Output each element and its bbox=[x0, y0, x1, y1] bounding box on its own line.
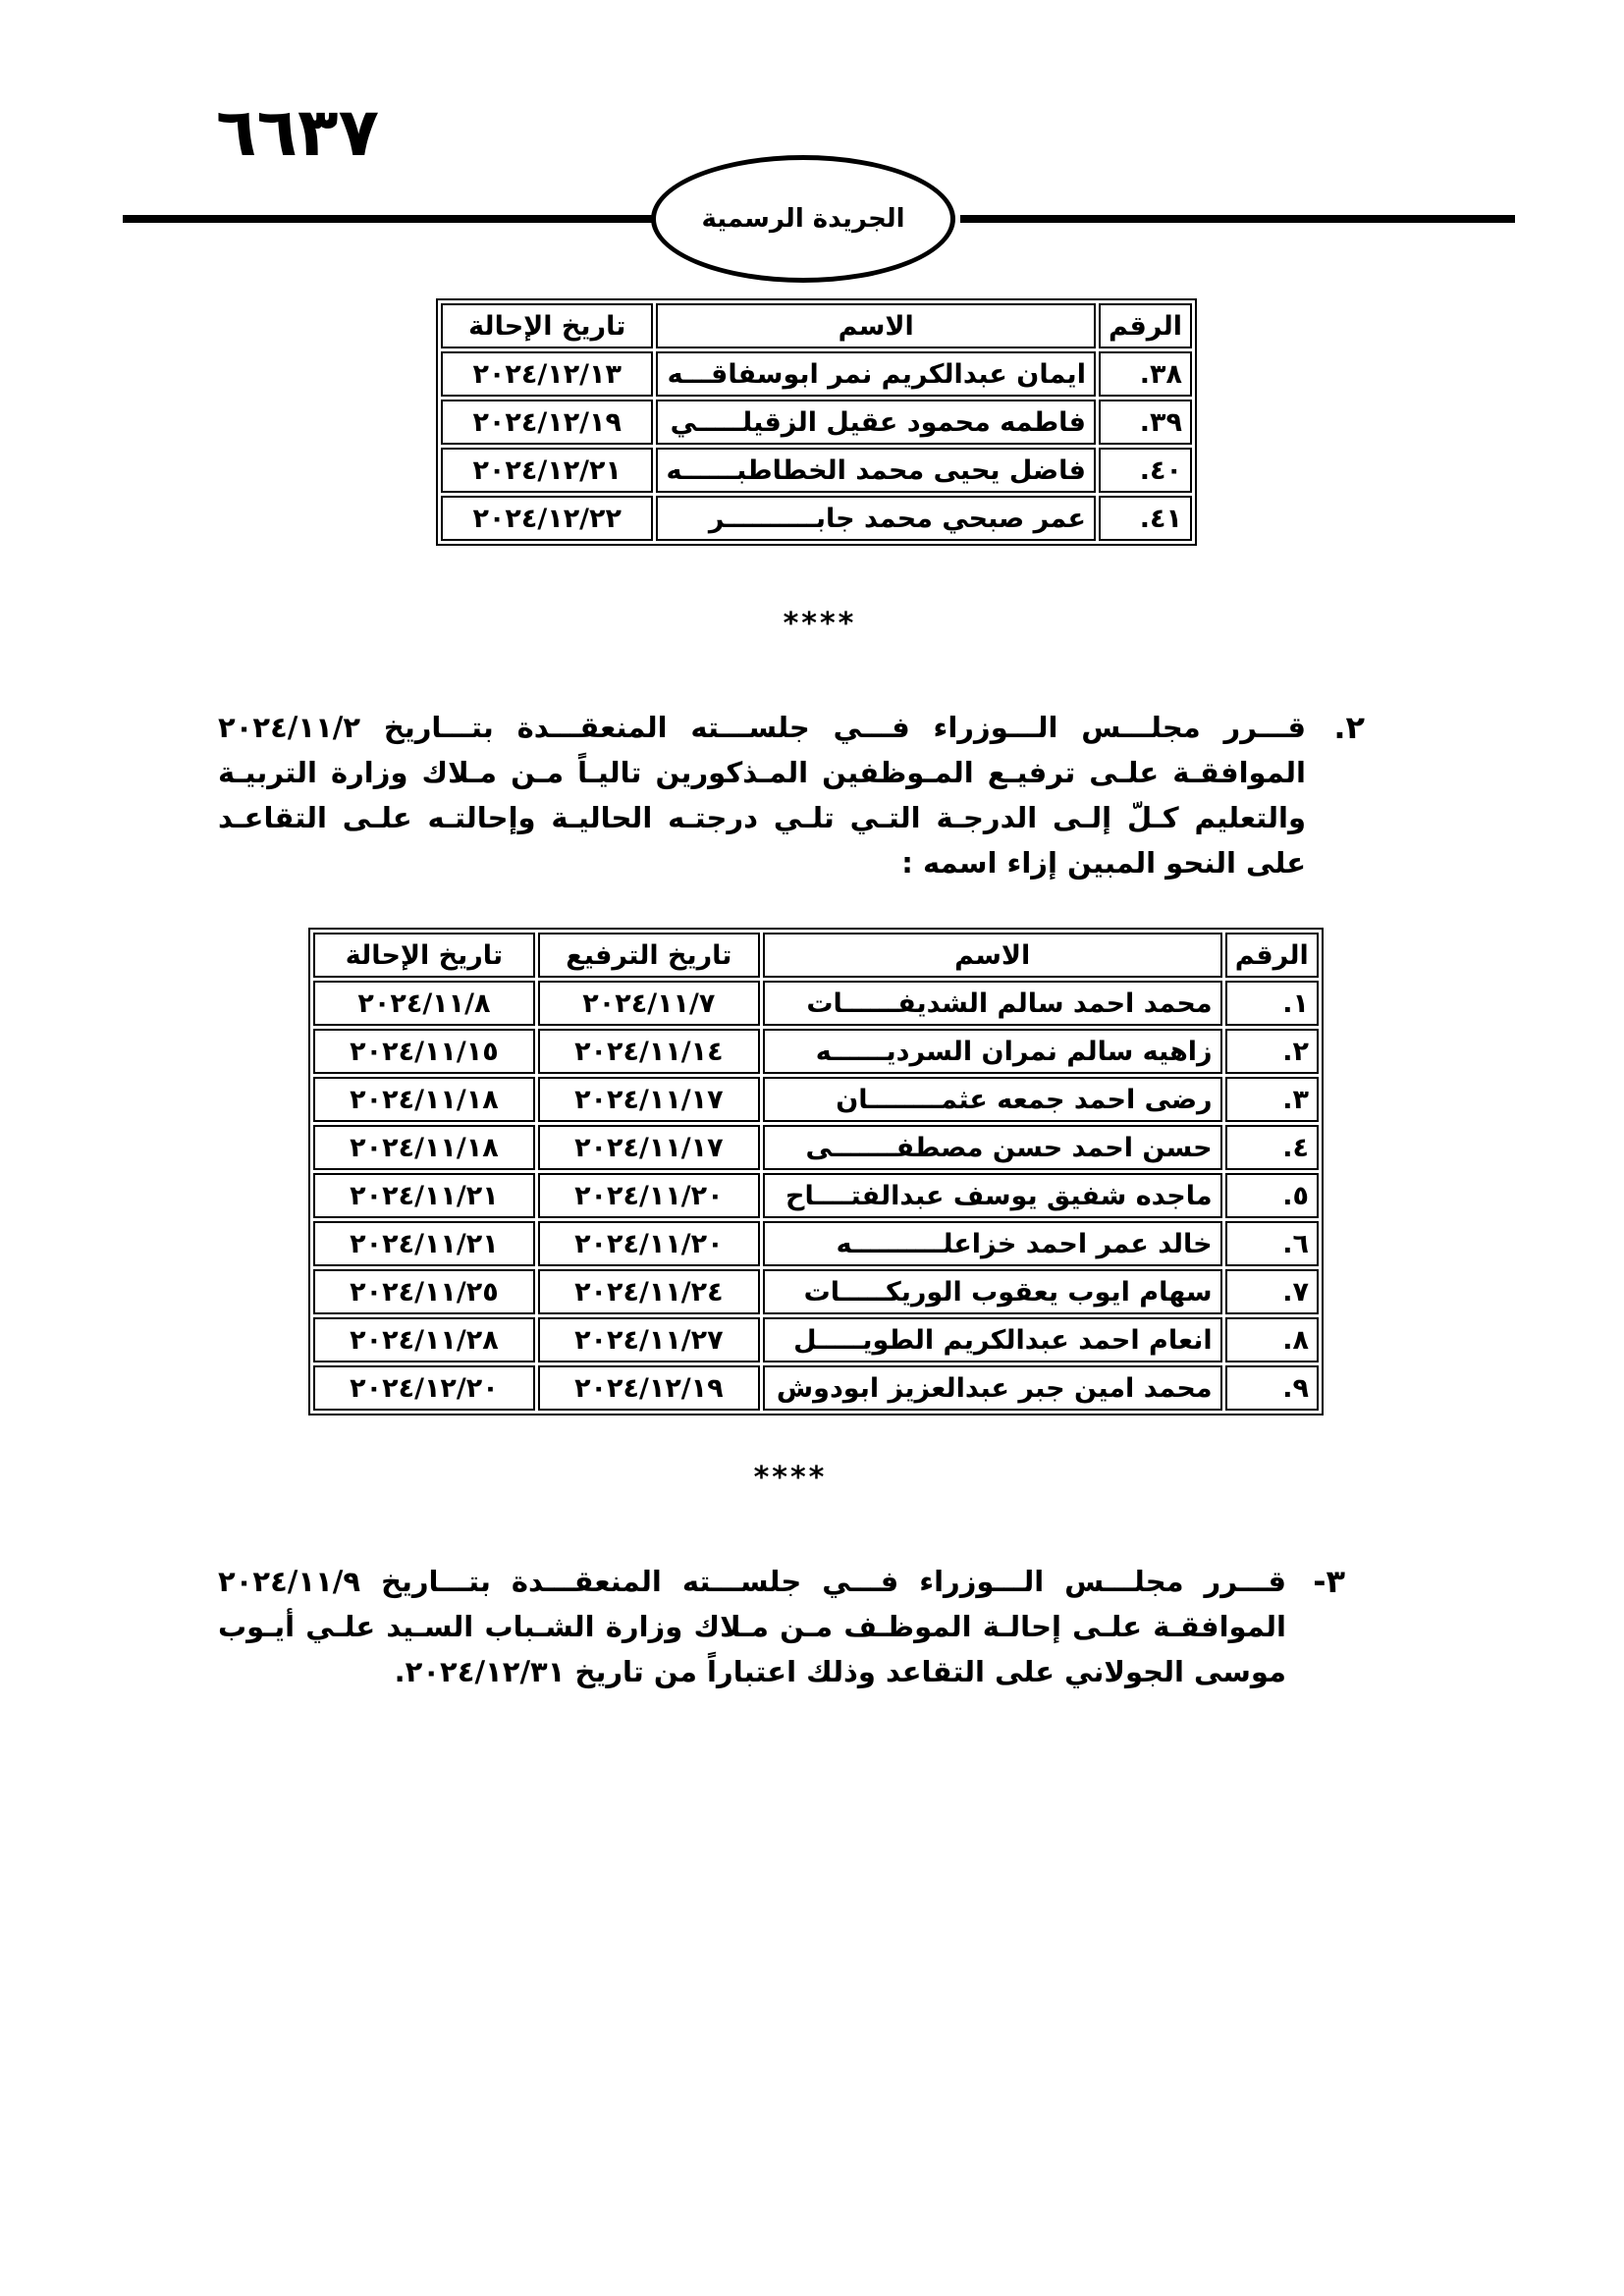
cell-referral-date: ٢٠٢٤/١١/٨ bbox=[313, 981, 535, 1026]
cell-name: زاهيه سالم نمران السرديــــــه bbox=[763, 1029, 1222, 1074]
table-row bbox=[441, 400, 1192, 445]
decision-number-3: ٣- bbox=[1313, 1563, 1345, 1600]
header-num: الرقم bbox=[1225, 933, 1319, 978]
cell-name: محمد امين جبر عبدالعزيز ابودوش bbox=[763, 1365, 1222, 1411]
table-row bbox=[313, 981, 1319, 1026]
cell-referral-date: ٢٠٢٤/١١/٢٨ bbox=[313, 1317, 535, 1362]
header-name: الاسم bbox=[763, 933, 1222, 978]
decision-paragraph-3 bbox=[218, 1559, 1345, 1694]
cell-promotion-date: ٢٠٢٤/١١/١٤ bbox=[538, 1029, 760, 1074]
decision-number-2: ٢. bbox=[1333, 709, 1365, 746]
cell-promotion-date: ٢٠٢٤/١١/٢٧ bbox=[538, 1317, 760, 1362]
cell-referral-date: ٢٠٢٤/١١/٢٥ bbox=[313, 1269, 535, 1314]
header-promotion-date: تاريخ الترفيع bbox=[538, 933, 760, 978]
cell-referral-date: ٢٠٢٤/١٢/١٣ bbox=[441, 351, 653, 397]
cell-num: ٤١. bbox=[1099, 496, 1192, 541]
page-number: ٦٦٣٧ bbox=[216, 94, 380, 172]
table-header-row bbox=[313, 933, 1319, 978]
cell-name: ايمان عبدالكريم نمر ابوسفاقـــه bbox=[656, 351, 1096, 397]
cell-referral-date: ٢٠٢٤/١٢/١٩ bbox=[441, 400, 653, 445]
table-row bbox=[313, 1365, 1319, 1411]
cell-num: ٣٨. bbox=[1099, 351, 1192, 397]
header-referral-date: تاريخ الإحالة bbox=[313, 933, 535, 978]
cell-referral-date: ٢٠٢٤/١٢/٢٢ bbox=[441, 496, 653, 541]
cell-num: ٥. bbox=[1225, 1173, 1319, 1218]
cell-num: ١. bbox=[1225, 981, 1319, 1026]
header-rule-right bbox=[960, 215, 1515, 223]
cell-referral-date: ٢٠٢٤/١٢/٢١ bbox=[441, 448, 653, 493]
cell-promotion-date: ٢٠٢٤/١١/٢٠ bbox=[538, 1173, 760, 1218]
promotion-retirement-table bbox=[308, 928, 1324, 1415]
cell-name: فاضل يحيى محمد الخطاطبــــــه bbox=[656, 448, 1096, 493]
decision-paragraph-2 bbox=[218, 705, 1365, 885]
cell-referral-date: ٢٠٢٤/١٢/٢٠ bbox=[313, 1365, 535, 1411]
cell-name: عمر صبحي محمد جابــــــــــر bbox=[656, 496, 1096, 541]
cell-name: ماجده شفيق يوسف عبدالفتــــاح bbox=[763, 1173, 1222, 1218]
cell-num: ٣٩. bbox=[1099, 400, 1192, 445]
cell-num: ٢. bbox=[1225, 1029, 1319, 1074]
separator-stars: **** bbox=[783, 607, 857, 641]
cell-num: ٣. bbox=[1225, 1077, 1319, 1122]
cell-referral-date: ٢٠٢٤/١١/٢١ bbox=[313, 1221, 535, 1266]
header-rule-left bbox=[123, 215, 653, 223]
table-row bbox=[441, 496, 1192, 541]
table-row bbox=[313, 1077, 1319, 1122]
cell-referral-date: ٢٠٢٤/١١/٢١ bbox=[313, 1173, 535, 1218]
table-row bbox=[313, 1269, 1319, 1314]
cell-num: ٦. bbox=[1225, 1221, 1319, 1266]
header-num: الرقم bbox=[1099, 303, 1192, 348]
cell-promotion-date: ٢٠٢٤/١١/٧ bbox=[538, 981, 760, 1026]
cell-name: سهام ايوب يعقوب الوريكـــــات bbox=[763, 1269, 1222, 1314]
table-row bbox=[313, 1221, 1319, 1266]
cell-num: ٨. bbox=[1225, 1317, 1319, 1362]
cell-referral-date: ٢٠٢٤/١١/١٥ bbox=[313, 1029, 535, 1074]
gazette-title: الجريدة الرسمية bbox=[701, 204, 905, 234]
cell-num: ٤. bbox=[1225, 1125, 1319, 1170]
cell-referral-date: ٢٠٢٤/١١/١٨ bbox=[313, 1077, 535, 1122]
cell-name: انعام احمد عبدالكريم الطويـــــل bbox=[763, 1317, 1222, 1362]
separator-stars-2: **** bbox=[753, 1461, 828, 1495]
cell-promotion-date: ٢٠٢٤/١١/١٧ bbox=[538, 1125, 760, 1170]
retirement-table-continued bbox=[436, 298, 1197, 546]
table-header-row bbox=[441, 303, 1192, 348]
cell-promotion-date: ٢٠٢٤/١٢/١٩ bbox=[538, 1365, 760, 1411]
table-row bbox=[313, 1029, 1319, 1074]
table-row bbox=[441, 351, 1192, 397]
cell-referral-date: ٢٠٢٤/١١/١٨ bbox=[313, 1125, 535, 1170]
cell-promotion-date: ٢٠٢٤/١١/١٧ bbox=[538, 1077, 760, 1122]
cell-name: رضى احمد جمعه عثمــــــــان bbox=[763, 1077, 1222, 1122]
cell-num: ٤٠. bbox=[1099, 448, 1192, 493]
cell-name: فاطمه محمود عقيل الزقيلـــــي bbox=[656, 400, 1096, 445]
table-row bbox=[313, 1317, 1319, 1362]
cell-promotion-date: ٢٠٢٤/١١/٢٠ bbox=[538, 1221, 760, 1266]
cell-name: خالد عمر احمد خزاعلــــــــــه bbox=[763, 1221, 1222, 1266]
table-row bbox=[313, 1125, 1319, 1170]
cell-name: محمد احمد سالم الشديفــــــات bbox=[763, 981, 1222, 1026]
decision-text-2: قـــرر مجلـــس الـــوزراء فـــي جلســـته المنعقـــدة بتـــاريخ ٢٠٢٤/١١/٢ الموافقـة علـى ترفيـع المـوظفين المـذكورين تاليـاً مـن مـلاك وزارة التربيـة والتعليم كـلّ إلـى الدرجـة التـي تلـي درجتـه الحاليـة وإحالتـه علـى التقاعـد على النحو المبين إزاء اسمه : bbox=[218, 711, 1306, 880]
table-row bbox=[441, 448, 1192, 493]
cell-promotion-date: ٢٠٢٤/١١/٢٤ bbox=[538, 1269, 760, 1314]
cell-num: ٩. bbox=[1225, 1365, 1319, 1411]
cell-num: ٧. bbox=[1225, 1269, 1319, 1314]
header-referral-date: تاريخ الإحالة bbox=[441, 303, 653, 348]
decision-text-3: قـــرر مجلـــس الـــوزراء فـــي جلســـته المنعقـــدة بتـــاريخ ٢٠٢٤/١١/٩ الموافقـة علـى إحالـة الموظـف مـن مـلاك وزارة الشـباب السـيد علـي أيـوب موسى الجولاني على التقاعد وذلك اعتباراً من تاريخ ٢٠٢٤/١٢/٣١. bbox=[218, 1565, 1286, 1688]
header-name: الاسم bbox=[656, 303, 1096, 348]
gazette-header-oval bbox=[651, 155, 955, 283]
table-row bbox=[313, 1173, 1319, 1218]
cell-name: حسن احمد حسن مصطفـــــــى bbox=[763, 1125, 1222, 1170]
